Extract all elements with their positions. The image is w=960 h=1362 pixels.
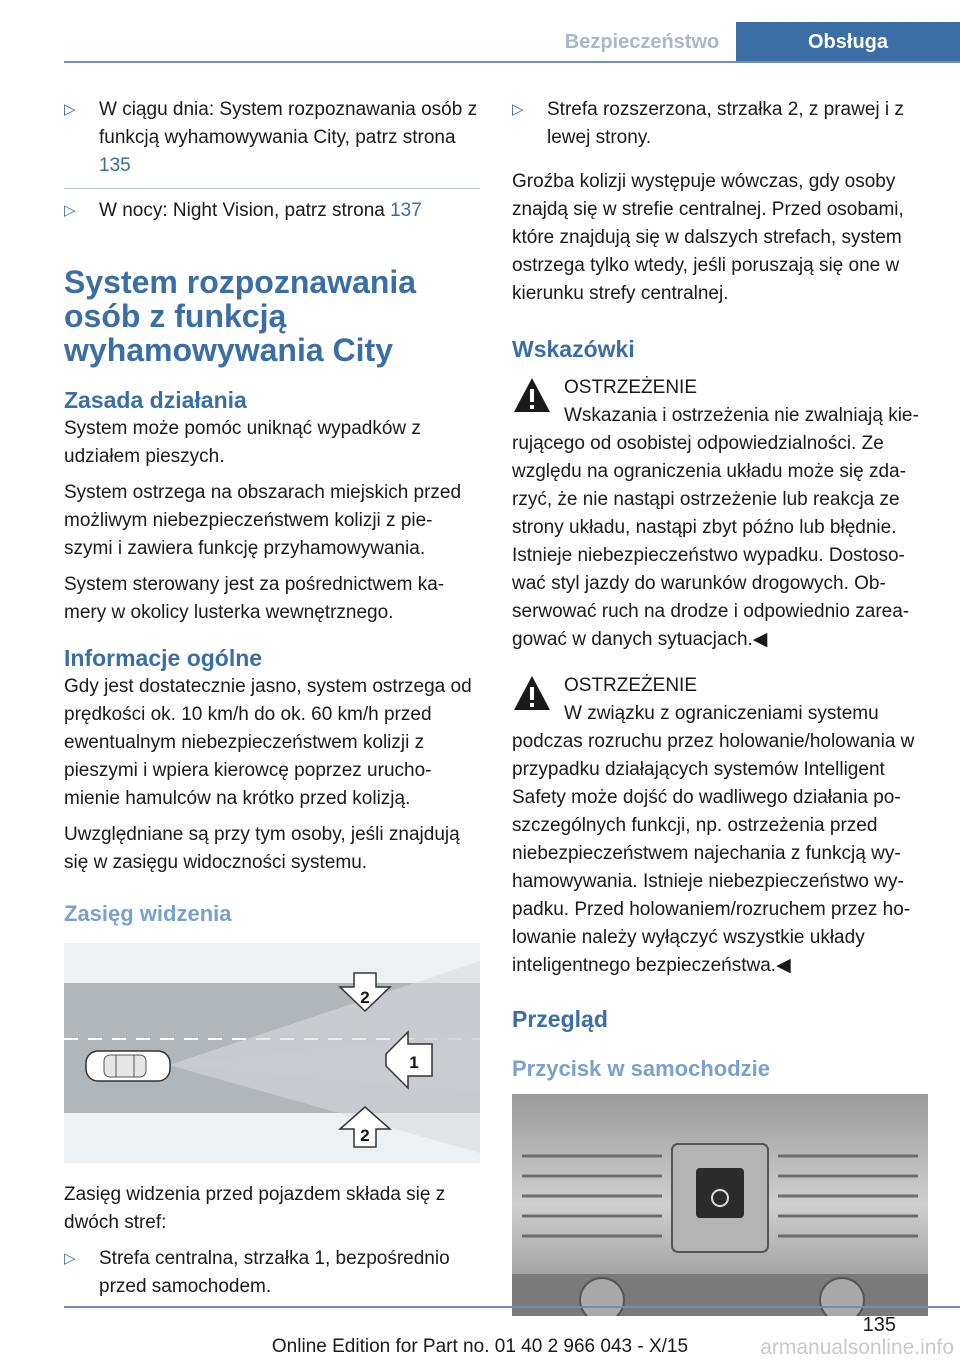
left-column	[64, 96, 480, 1317]
paragraph: Groźba kolizji występuje wówczas, gdy osoby znajdą się w strefie centralnej. Przed osobami, które znajdują się w dalszych strefach, system ostrzega tylko wtedy, jeśli poruszają się one w kierunku strefy centralnej.	[512, 171, 904, 304]
section-title: System rozpoznawania osób z funkcją wyhamowywania City	[64, 264, 417, 368]
list-item-text: W ciągu dnia: System rozpoznawania osób z funkcją wyhamowywania City, patrz strona	[99, 99, 478, 148]
heading-zasada: Zasada działania	[64, 387, 247, 413]
warning-text: Wskazania i ostrzeżenia nie zwalniają kie‐rującego od osobistej odpowiedzialności. Ze względu na ograniczenia układu może się zda‐rzyć, że nie nastąpi ostrzeżenie lub reakcja ze strony układu, nastąpi zbyt późno lub błędnie. Istnieje niebezpieczeństwo wypadku. Dostoso‐wać styl jazdy do warunków drogowych. Ob‐serwować ruch na drodze i odpowiednio zarea‐gować w danych sytuacjach.◀	[512, 405, 919, 650]
heading-wskazowki: Wskazówki	[512, 336, 635, 362]
arrow-2-bottom-label: 2	[360, 1126, 370, 1145]
triangle-bullet-icon: ▷	[64, 202, 76, 219]
triangle-bullet-icon: ▷	[64, 101, 76, 118]
paragraph: System sterowany jest za pośrednictwem ka‐mery w okolicy lusterka wewnętrznego.	[64, 574, 445, 623]
list-item	[512, 96, 928, 160]
warning-triangle-icon	[512, 374, 552, 416]
footer-divider	[64, 1306, 960, 1308]
paragraph: Uwzględniane są przy tym osoby, jeśli znajdują się w zasięgu widoczności systemu.	[64, 824, 460, 873]
button-photo	[512, 1094, 928, 1316]
warning-title: OSTRZEŻENIE	[564, 377, 698, 398]
page-ref-link[interactable]: 135	[99, 155, 131, 176]
paragraph: Gdy jest dostatecznie jasno, system ostrzega od prędkości ok. 10 km/h do ok. 60 km/h przed ewentualnym niebezpieczeństwem kolizji z pieszymi i wpiera kierowcę poprzez urucho‐mienie hamulców na krótko przed kolizją.	[64, 676, 472, 809]
warning-text: W związku z ograniczeniami systemu podczas rozruchu przez holowanie/holowania w przypadku działających systemów Intelligent Safety może dojść do wadliwego działania po‐szczególnych funkcji, np. ostrzeżenia przed niebezpieczeństwem najechania z funkcją wy‐hamowywania. Istnieje niebezpieczeństwo wy‐padku. Przed holowaniem/rozruchem przez ho‐lowanie należy wyłączyć wszystkie układy inteligentnego bezpieczeństwa.◀	[512, 703, 915, 976]
warning-box	[512, 672, 928, 980]
heading-informacje: Informacje ogólne	[64, 645, 263, 671]
list-item	[64, 197, 480, 233]
paragraph: System ostrzega na obszarach miejskich przed możliwym niebezpieczeństwem kolizji z pie‐szymi i zawiera funkcję przyhamowywania.	[64, 482, 462, 559]
paragraph: System może pomóc uniknąć wypadków z udziałem pieszych.	[64, 418, 421, 467]
warning-box	[512, 374, 928, 654]
header-divider	[64, 61, 960, 63]
vision-range-diagram	[64, 943, 480, 1163]
warning-triangle-icon	[512, 672, 552, 714]
list-item-text: Strefa rozszerzona, strzałka 2, z prawej i z lewej strony.	[547, 99, 904, 148]
list-item-text: W nocy: Night Vision, patrz strona	[99, 200, 391, 221]
safety-button	[696, 1168, 744, 1218]
right-column	[512, 96, 928, 1316]
heading-zasieg: Zasięg widzenia	[64, 901, 232, 926]
header-active-tab[interactable]: Obsługa	[736, 22, 960, 62]
list-item-text: Strefa centralna, strzałka 1, bezpośrednio przed samochodem.	[99, 1248, 450, 1297]
heading-przycisk: Przycisk w samochodzie	[512, 1056, 770, 1081]
heading-przeglad: Przegląd	[512, 1006, 608, 1032]
car-icon	[86, 1051, 170, 1081]
paragraph: Zasięg widzenia przed pojazdem składa się z dwóch stref:	[64, 1184, 446, 1233]
page-number: 135	[862, 1314, 896, 1336]
triangle-bullet-icon: ▷	[64, 1250, 76, 1267]
list-item	[64, 1245, 480, 1309]
edition-footer: Online Edition for Part no. 01 40 2 966 043 - X/15	[271, 1336, 689, 1357]
watermark: armanualsonline.info	[760, 1336, 954, 1359]
triangle-bullet-icon: ▷	[512, 101, 524, 118]
header-section-tab[interactable]: Bezpieczeństwo	[564, 31, 720, 53]
page-ref-link[interactable]: 137	[390, 200, 422, 221]
list-item	[64, 96, 480, 189]
warning-title: OSTRZEŻENIE	[564, 675, 698, 696]
arrow-2-top-label: 2	[360, 988, 370, 1007]
arrow-1-mid-label: 1	[409, 1053, 419, 1072]
